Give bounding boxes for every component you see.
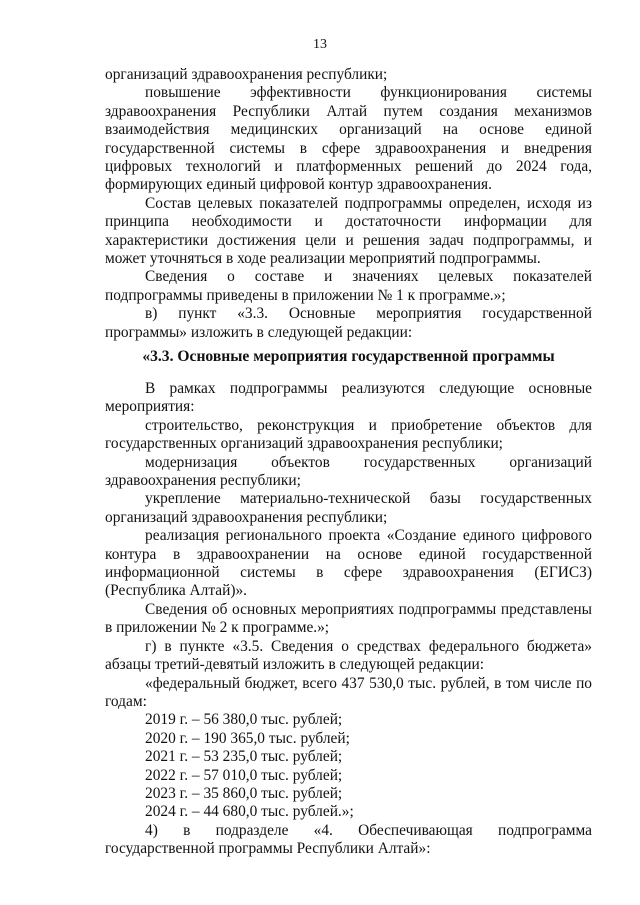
page-number: 13 [313,37,327,52]
paragraph-measures-intro: В рамках подпрограммы реализуются следующие основные мероприятия: [105,380,592,416]
budget-line-2020: 2020 г. – 190 365,0 тыс. рублей; [145,729,350,747]
budget-line-2022: 2022 г. – 57 010,0 тыс. рублей; [145,766,343,784]
budget-line-2021: 2021 г. – 53 235,0 тыс. рублей; [145,748,343,766]
paragraph-clause-v: в) пункт «3.3. Основные мероприятия государственной программы» изложить в следующей редакции: [105,305,592,341]
paragraph-strengthening: укрепление материально-технической базы государственных организаций здравоохранения республики; [105,490,592,526]
paragraph-clause-4: 4) в подразделе «4. Обеспечивающая подпрограмма государственной программы Республики Алтай»: [105,821,592,858]
top-text-block [105,66,592,342]
budget-line-2023: 2023 г. – 35 860,0 тыс. рублей; [145,784,343,802]
section-heading: «3.3. Основные мероприятия государственной программы [142,348,555,365]
paragraph-modernization: модернизация объектов государственных организаций здравоохранения республики; [105,453,592,490]
budget-line-2024: 2024 г. – 44 680,0 тыс. рублей.»; [145,803,354,821]
paragraph-indicators-appendix: Сведения о составе и значениях целевых показателей подпрограммы приведены в приложении № 1 к программе.»; [105,268,592,304]
paragraph-clause-g: г) в пункте «3.5. Сведения о средствах федерального бюджета» абзацы третий-девятый изложить в следующей редакции: [105,637,592,674]
paragraph-efficiency: повышение эффективности функционирования системы здравоохранения Республики Алтай путем создания механизмов взаимодействия медицинских организаций на основе единой государственной системы в сфере здравоохранения и внедрения цифровых технологий и платформенных решений до 2024 года, формирующих единый цифровой контур здравоохранения. [105,84,592,194]
budget-line-2019: 2019 г. – 56 380,0 тыс. рублей; [145,711,343,729]
paragraph-org-health: организаций здравоохранения республики; [105,66,388,83]
paragraph-construction: строительство, реконструкция и приобретение объектов для государственных организаций здравоохранения республики; [105,416,592,453]
paragraph-measures-appendix: Сведения об основных мероприятиях подпрограммы представлены в приложении № 2 к программе.»; [105,600,592,637]
paragraph-indicators-composition: Состав целевых показателей подпрограммы определен, исходя из принципа необходимости и достаточности информации для характеристики достижения цели и решения задач подпрограммы, и может уточняться в ходе реализации мероприятий подпрограммы. [105,194,592,268]
paragraph-federal-budget: «федеральный бюджет, всего 437 530,0 тыс. рублей, в том числе по годам: [105,674,592,710]
paragraph-regional-project: реализация регионального проекта «Создание единого цифрового контура в здравоохранении на основе единой государственной информационной системы в сфере здравоохранения (ЕГИСЗ) (Республика Алтай)». [105,527,592,600]
section-text-block [105,380,592,859]
